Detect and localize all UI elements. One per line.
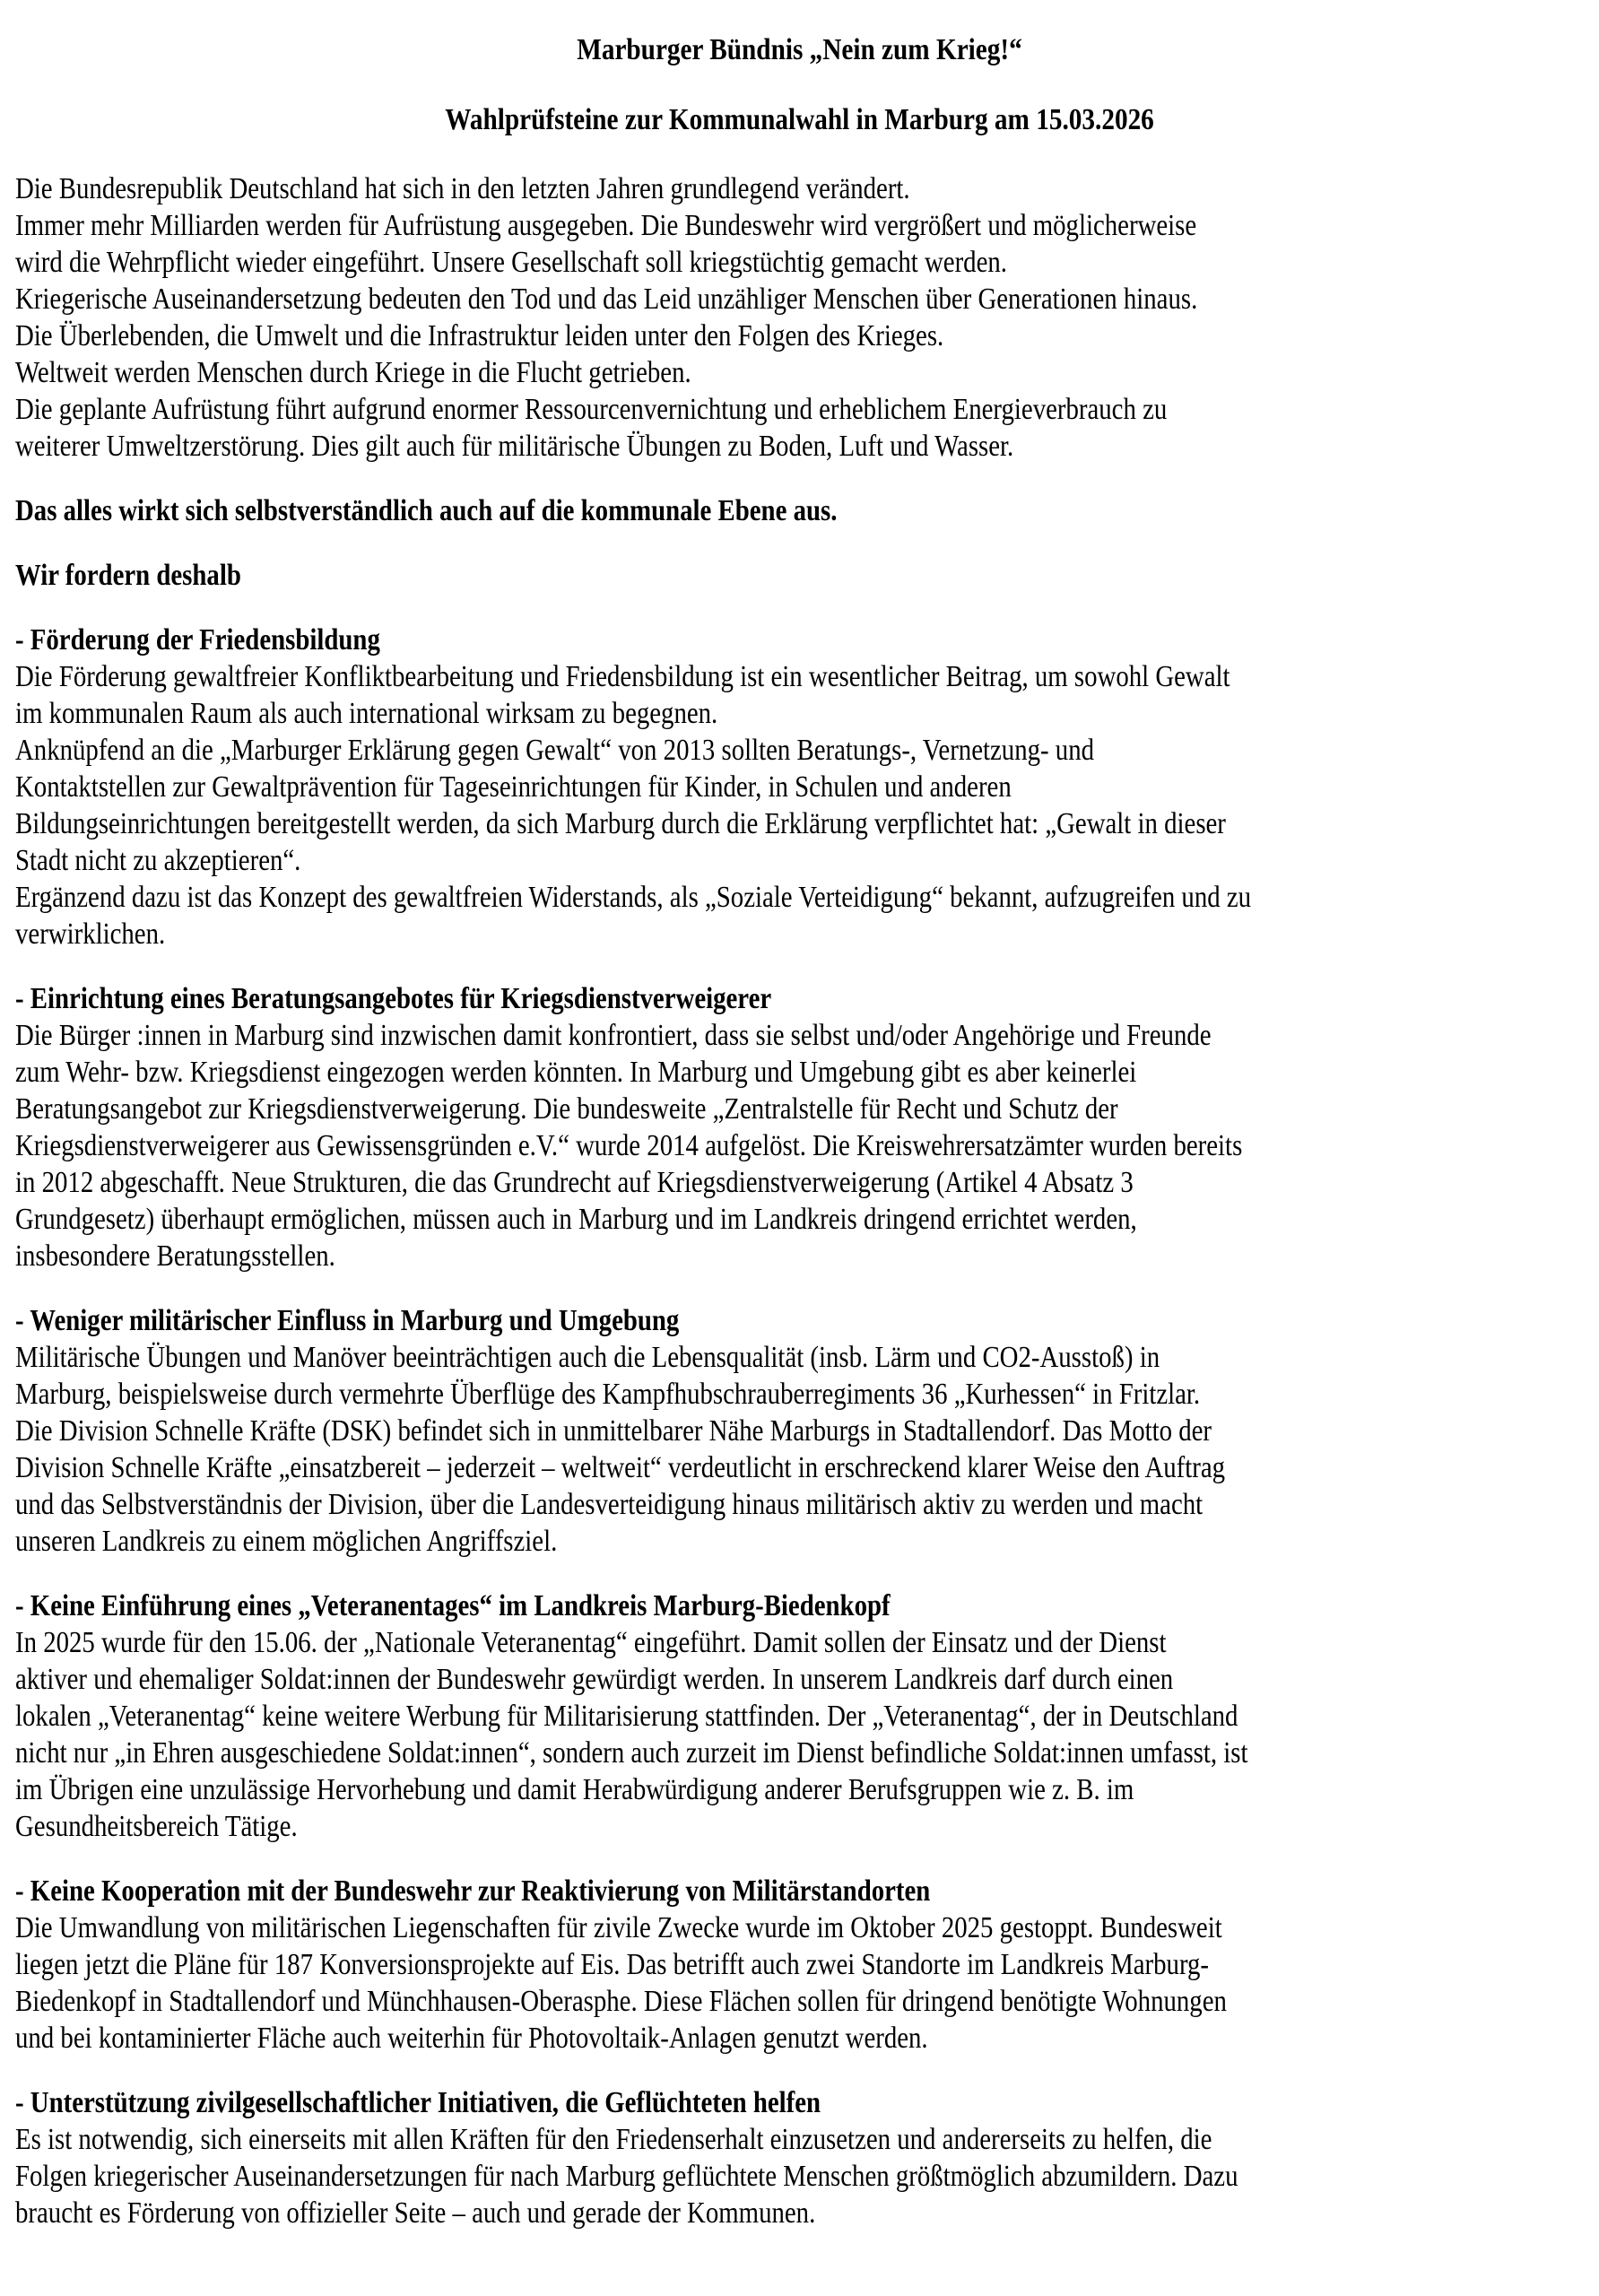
- section-line: Militärische Übungen und Manöver beeinträchtigen auch die Lebensqualität (insb. Lärm und CO2-Ausstoß) in: [15, 1341, 1160, 1374]
- section-line: nicht nur „in Ehren ausgeschiedene Soldat:innen“, sondern auch zurzeit im Dienst befindliche Soldat:innen umfasst, ist: [15, 1736, 1248, 1770]
- section-line: Die Bürger :innen in Marburg sind inzwischen damit konfrontiert, dass sie selbst und/oder Angehörige und Freunde: [15, 1019, 1212, 1052]
- section-line: lokalen „Veteranentag“ keine weitere Werbung für Militarisierung stattfinden. Der „Veteranentag“, der in Deutschland: [15, 1700, 1238, 1733]
- intro-line: Die Bundesrepublik Deutschland hat sich in den letzten Jahren grundlegend verändert.: [15, 172, 910, 205]
- section-line: im kommunalen Raum als auch international wirksam zu begegnen.: [15, 697, 718, 730]
- intro-line: Die geplante Aufrüstung führt aufgrund enormer Ressourcenvernichtung und erheblichem Energieverbrauch zu: [15, 393, 1168, 426]
- section-heading: - Weniger militärischer Einfluss in Marburg und Umgebung: [15, 1304, 680, 1337]
- section-heading: - Unterstützung zivilgesellschaftlicher Initiativen, die Geflüchteten helfen: [15, 2086, 821, 2119]
- section-line: Es ist notwendig, sich einerseits mit allen Kräften für den Friedenserhalt einzusetzen und andererseits zu helfen, die: [15, 2123, 1212, 2156]
- intro-line: Kriegerische Auseinandersetzung bedeuten den Tod und das Leid unzähliger Menschen über Generationen hinaus.: [15, 283, 1198, 316]
- section-line: insbesondere Beratungsstellen.: [15, 1239, 335, 1273]
- intro-line: Die Überlebenden, die Umwelt und die Infrastruktur leiden unter den Folgen des Krieges.: [15, 319, 944, 352]
- section-line: und bei kontaminierter Fläche auch weiterhin für Photovoltaik-Anlagen genutzt werden.: [15, 2022, 928, 2055]
- section-line: liegen jetzt die Pläne für 187 Konversionsprojekte auf Eis. Das betrifft auch zwei Standorte im Landkreis Marburg-: [15, 1948, 1210, 1981]
- section-heading: - Keine Einführung eines „Veteranentages“ im Landkreis Marburg-Biedenkopf: [15, 1589, 891, 1622]
- intro-paragraph: [15, 170, 1594, 465]
- section-line: Division Schnelle Kräfte „einsatzbereit – jederzeit – weltweit“ verdeutlicht in erschreckend klarer Weise den Auftrag: [15, 1451, 1226, 1484]
- intro-line: Immer mehr Milliarden werden für Aufrüstung ausgegeben. Die Bundeswehr wird vergrößert und möglicherweise: [15, 209, 1197, 242]
- section-line: Kriegsdienstverweigerer aus Gewissensgründen e.V.“ wurde 2014 aufgelöst. Die Kreiswehrersatzämter wurden bereits: [15, 1129, 1243, 1162]
- section-kriegsdienstverweigerer: [15, 980, 1594, 1274]
- section-line: in 2012 abgeschafft. Neue Strukturen, die das Grundrecht auf Kriegsdienstverweigerung (Artikel 4 Absatz 3: [15, 1166, 1134, 1199]
- section-militaerstandorte: [15, 1873, 1594, 2057]
- section-heading: - Einrichtung eines Beratungsangebotes für Kriegsdienstverweigerer: [15, 982, 772, 1015]
- section-line: Marburg, beispielsweise durch vermehrte Überflüge des Kampfhubschrauberregiments 36 „Kurhessen“ in Fritzlar.: [15, 1378, 1201, 1411]
- demand-intro-heading: Wir fordern deshalb: [15, 559, 241, 592]
- section-line: verwirklichen.: [15, 918, 166, 951]
- section-line: braucht es Förderung von offizieller Seite – auch und gerade der Kommunen.: [15, 2196, 816, 2230]
- section-gefluechtete: [15, 2084, 1594, 2231]
- document-subtitle: Wahlprüfsteine zur Kommunalwahl in Marburg am 15.03.2026: [445, 103, 1154, 136]
- intro-line: weiterer Umweltzerstörung. Dies gilt auch für militärische Übungen zu Boden, Luft und Wasser.: [15, 430, 1014, 463]
- section-veteranentag: [15, 1587, 1594, 1845]
- statement-heading: Das alles wirkt sich selbstverständlich auch auf die kommunale Ebene aus.: [15, 494, 838, 527]
- section-line: und das Selbstverständnis der Division, über die Landesverteidigung hinaus militärisch aktiv zu werden und macht: [15, 1488, 1204, 1521]
- section-line: Grundgesetz) überhaupt ermöglichen, müssen auch in Marburg und im Landkreis dringend errichtet werden,: [15, 1203, 1137, 1236]
- document-body: [15, 170, 1594, 2231]
- section-line: Die Förderung gewaltfreier Konfliktbearbeitung und Friedensbildung ist ein wesentlicher Beitrag, um sowohl Gewalt: [15, 660, 1230, 693]
- section-line: Biedenkopf in Stadtallendorf und Münchhausen-Oberasphe. Diese Flächen sollen für dringend benötigte Wohnungen: [15, 1985, 1227, 2018]
- section-line: In 2025 wurde für den 15.06. der „Nationale Veteranentag“ eingeführt. Damit sollen der Einsatz und der Dienst: [15, 1626, 1167, 1659]
- section-line: zum Wehr- bzw. Kriegsdienst eingezogen werden könnten. In Marburg und Umgebung gibt es aber keinerlei: [15, 1056, 1137, 1089]
- section-line: Beratungsangebot zur Kriegsdienstverweigerung. Die bundesweite „Zentralstelle für Recht und Schutz der: [15, 1092, 1118, 1126]
- document-title: Marburger Bündnis „Nein zum Krieg!“: [577, 33, 1022, 66]
- section-line: Folgen kriegerischer Auseinandersetzungen für nach Marburg geflüchtete Menschen größtmöglich abzumildern. Dazu: [15, 2160, 1238, 2193]
- intro-line: Weltweit werden Menschen durch Kriege in die Flucht getrieben.: [15, 356, 691, 389]
- section-line: im Übrigen eine unzulässige Hervorhebung und damit Herabwürdigung anderer Berufsgruppen wie z. B. im: [15, 1773, 1134, 1806]
- section-line: Gesundheitsbereich Tätige.: [15, 1810, 298, 1843]
- section-line: Ergänzend dazu ist das Konzept des gewaltfreien Widerstands, als „Soziale Verteidigung“ bekannt, aufzugreifen und zu: [15, 881, 1252, 914]
- section-line: unseren Landkreis zu einem möglichen Angriffsziel.: [15, 1525, 558, 1558]
- section-line: Stadt nicht zu akzeptieren“.: [15, 844, 301, 877]
- section-heading: - Keine Kooperation mit der Bundeswehr zur Reaktivierung von Militärstandorten: [15, 1874, 931, 1908]
- section-friedensbildung: [15, 622, 1594, 952]
- intro-line: wird die Wehrpflicht wieder eingeführt. Unsere Gesellschaft soll kriegstüchtig gemacht werden.: [15, 246, 1007, 279]
- section-line: Die Umwandlung von militärischen Liegenschaften für zivile Zwecke wurde im Oktober 2025 gestoppt. Bundesweit: [15, 1911, 1222, 1944]
- section-line: Anknüpfend an die „Marburger Erklärung gegen Gewalt“ von 2013 sollten Beratungs-, Vernetzung- und: [15, 734, 1095, 767]
- section-line: Bildungseinrichtungen bereitgestellt werden, da sich Marburg durch die Erklärung verpflichtet hat: „Gewalt in dieser: [15, 807, 1226, 840]
- section-heading: - Förderung der Friedensbildung: [15, 623, 380, 657]
- section-line: Die Division Schnelle Kräfte (DSK) befindet sich in unmittelbarer Nähe Marburgs in Stadtallendorf. Das Motto der: [15, 1414, 1212, 1448]
- section-line: aktiver und ehemaliger Soldat:innen der Bundeswehr gewürdigt werden. In unserem Landkreis darf durch einen: [15, 1663, 1174, 1696]
- section-militaerischer-einfluss: [15, 1302, 1594, 1560]
- section-line: Kontaktstellen zur Gewaltprävention für Tageseinrichtungen für Kinder, in Schulen und anderen: [15, 770, 1012, 804]
